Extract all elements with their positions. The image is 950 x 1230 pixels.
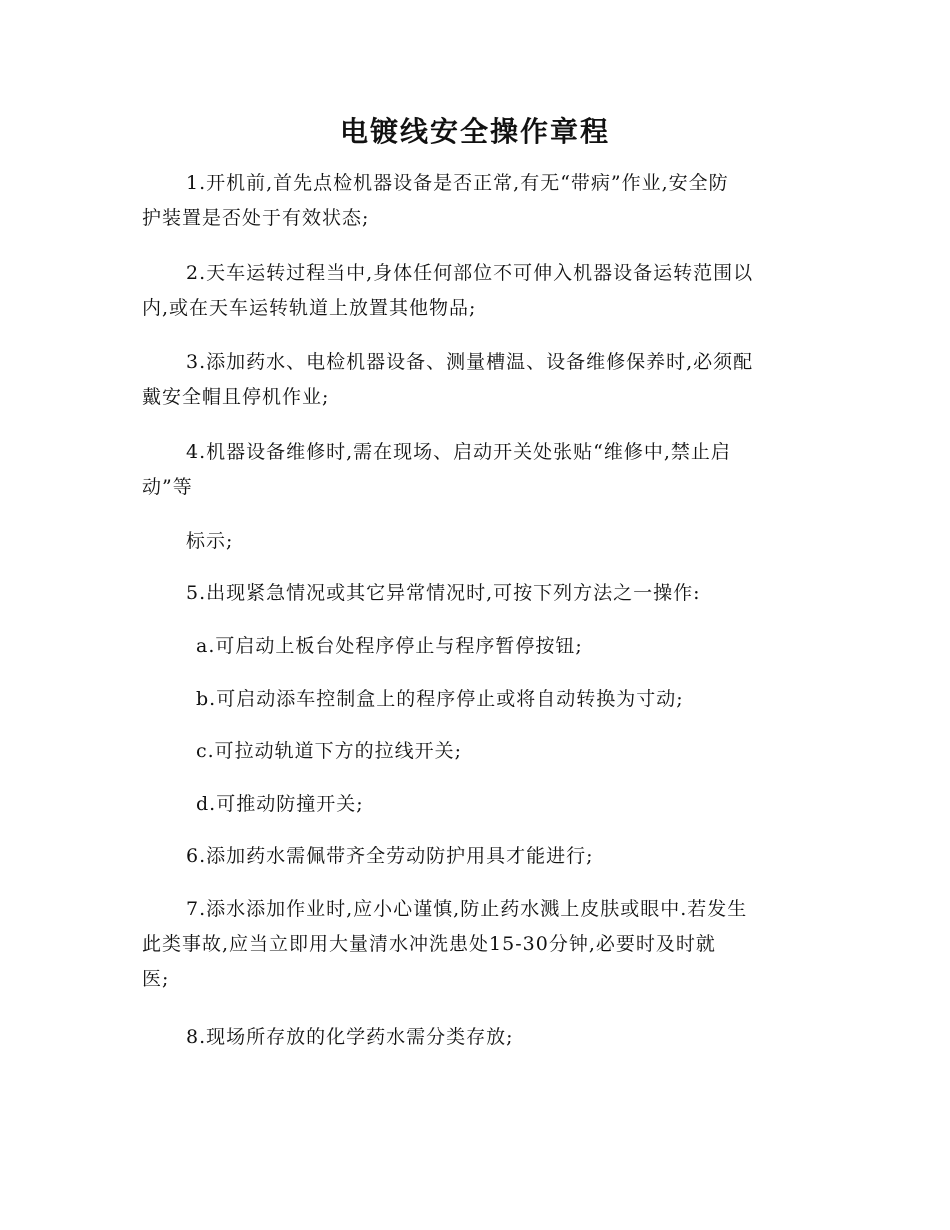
rule-item-7-line-2: 此类事故,应当立即用大量清水冲洗患处15-30分钟,必要时及时就 <box>142 933 716 955</box>
rule-item-5c <box>142 734 806 769</box>
rule-item-2 <box>142 256 806 326</box>
rule-item-5d-line: d.可推动防撞开关; <box>196 793 364 815</box>
rule-item-7-line-3: 医; <box>142 968 170 990</box>
rule-item-4 <box>142 435 806 505</box>
rule-item-4-continued-line: 标示; <box>186 530 234 552</box>
rule-item-5a-line: a.可启动上板台处程序停止与程序暂停按钮; <box>196 635 583 657</box>
rule-item-6-line-1: 6.添加药水需佩带齐全劳动防护用具才能进行; <box>186 845 594 867</box>
rule-item-5 <box>142 576 806 611</box>
rule-item-6 <box>142 839 806 874</box>
rule-item-8 <box>142 1020 806 1055</box>
document-title: 电镀线安全操作章程 <box>339 115 610 148</box>
rule-item-4-continued <box>142 524 806 559</box>
rule-item-1-line-2: 护装置是否处于有效状态; <box>142 207 370 229</box>
rule-item-1 <box>142 166 806 236</box>
rule-item-5a <box>142 629 806 664</box>
rule-item-4-line-2: 动”等 <box>142 476 193 498</box>
rule-item-7 <box>142 892 806 997</box>
rule-item-5b-line: b.可启动添车控制盒上的程序停止或将自动转换为寸动; <box>196 688 684 710</box>
rule-item-5-line-1: 5.出现紧急情况或其它异常情况时,可按下列方法之一操作: <box>186 582 701 604</box>
rule-item-5d <box>142 787 806 822</box>
rule-item-3 <box>142 345 806 415</box>
rule-item-3-line-1: 3.添加药水、电检机器设备、测量槽温、设备维修保养时,必须配 <box>186 351 754 373</box>
rule-item-4-line-1: 4.机器设备维修时,需在现场、启动开关处张贴“维修中,禁止启 <box>186 441 731 463</box>
rule-item-3-line-2: 戴安全帽且停机作业; <box>142 386 330 408</box>
rule-item-7-line-1: 7.添水添加作业时,应小心谨慎,防止药水溅上皮肤或眼中.若发生 <box>186 898 748 920</box>
rule-item-1-line-1: 1.开机前,首先点检机器设备是否正常,有无“带病”作业,安全防 <box>186 172 729 194</box>
rule-item-2-line-1: 2.天车运转过程当中,身体任何部位不可伸入机器设备运转范围以 <box>186 262 754 284</box>
rule-item-8-line-1: 8.现场所存放的化学药水需分类存放; <box>186 1026 514 1048</box>
rule-item-5b <box>142 682 806 717</box>
rule-item-2-line-2: 内,或在天车运转轨道上放置其他物品; <box>142 297 477 319</box>
rule-item-5c-line: c.可拉动轨道下方的拉线开关; <box>196 740 463 762</box>
